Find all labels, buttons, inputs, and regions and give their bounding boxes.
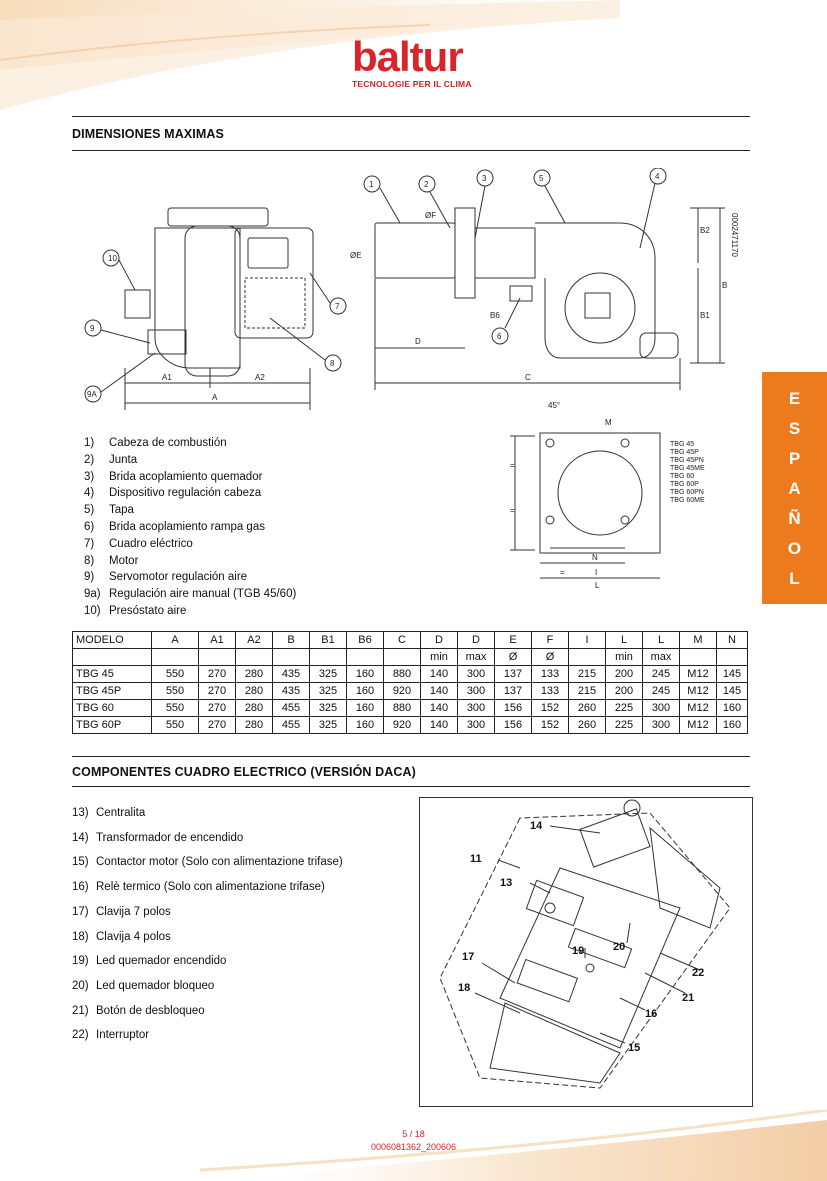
table-cell: 270 bbox=[199, 666, 236, 683]
callout-5: 5 bbox=[539, 174, 544, 183]
table-cell: 156 bbox=[495, 717, 532, 734]
table-cell: 215 bbox=[569, 683, 606, 700]
legend-item: 7) Cuadro eléctrico bbox=[84, 537, 193, 550]
table-header-cell: A1 bbox=[199, 632, 236, 649]
list-item: 14) Transformador de encendido bbox=[72, 831, 244, 844]
table-cell: 160 bbox=[717, 700, 748, 717]
legend-item: 2) Junta bbox=[84, 453, 138, 466]
table-cell: 435 bbox=[273, 666, 310, 683]
side-tab-letter: S bbox=[788, 418, 801, 438]
table-row bbox=[73, 717, 748, 734]
table-cell: 133 bbox=[532, 683, 569, 700]
table-cell: 300 bbox=[458, 666, 495, 683]
legend-item: 4) Dispositivo regulación cabeza bbox=[84, 487, 262, 500]
table-cell: 325 bbox=[310, 717, 347, 734]
table-subheader-row bbox=[73, 649, 748, 666]
table-cell: 920 bbox=[384, 717, 421, 734]
table-cell bbox=[384, 649, 421, 666]
list-item: 20) Led quemador bloqueo bbox=[72, 979, 215, 992]
table-cell: 325 bbox=[310, 666, 347, 683]
table-row bbox=[73, 683, 748, 700]
table-header-cell: MODELO bbox=[73, 632, 152, 649]
table-header-cell: A2 bbox=[236, 632, 273, 649]
table-cell: 200 bbox=[606, 666, 643, 683]
language-side-tab bbox=[762, 372, 827, 604]
callout-10: 10 bbox=[108, 254, 117, 263]
table-cell: 225 bbox=[606, 700, 643, 717]
components-top-rule bbox=[72, 756, 750, 757]
table-cell: 300 bbox=[643, 717, 680, 734]
table-row bbox=[73, 666, 748, 683]
table-cell: 880 bbox=[384, 666, 421, 683]
callout-9a: 9A bbox=[87, 390, 97, 399]
table-cell: max bbox=[458, 649, 495, 666]
table-cell: 435 bbox=[273, 683, 310, 700]
table-cell: 270 bbox=[199, 700, 236, 717]
model-list-item: TBG 45ME bbox=[670, 465, 705, 472]
elec-callout-17: 17 bbox=[462, 951, 475, 963]
legend-item: 10) Presóstato aire bbox=[84, 604, 187, 617]
dim-b: B bbox=[722, 281, 728, 290]
table-header-cell: C bbox=[384, 632, 421, 649]
side-tab-letter: O bbox=[787, 538, 802, 558]
table-cell: 280 bbox=[236, 666, 273, 683]
list-item: 13) Centralita bbox=[72, 807, 146, 819]
side-tab-letter: P bbox=[788, 448, 801, 468]
table-cell: 145 bbox=[717, 666, 748, 683]
table-header-cell: A bbox=[152, 632, 199, 649]
table-cell: 133 bbox=[532, 666, 569, 683]
legend-item: 5) Tapa bbox=[84, 504, 134, 517]
dim-eq-1: = bbox=[510, 461, 515, 470]
elec-callout-18: 18 bbox=[458, 982, 471, 994]
table-cell: 300 bbox=[458, 700, 495, 717]
table-cell: 140 bbox=[421, 683, 458, 700]
table-cell: 200 bbox=[606, 683, 643, 700]
table-cell: min bbox=[421, 649, 458, 666]
drawing-model-list bbox=[670, 441, 705, 504]
table-header-cell: E bbox=[495, 632, 532, 649]
components-heading-rule bbox=[72, 786, 750, 787]
table-cell: M12 bbox=[680, 717, 717, 734]
side-tab-letter: Ñ bbox=[788, 508, 801, 528]
table-header-cell: L bbox=[643, 632, 680, 649]
model-list-item: TBG 60PN bbox=[670, 489, 704, 496]
table-cell: 225 bbox=[606, 717, 643, 734]
drawing-code: 0002471170 bbox=[730, 213, 739, 257]
dim-m: M bbox=[605, 418, 612, 427]
table-cell: 140 bbox=[421, 700, 458, 717]
legend-item: 3) Brida acoplamiento quemador bbox=[84, 470, 263, 483]
table-cell bbox=[347, 649, 384, 666]
callout-4: 4 bbox=[655, 172, 660, 181]
callout-9: 9 bbox=[90, 324, 95, 333]
callout-8: 8 bbox=[330, 359, 335, 368]
table-cell: TBG 60 bbox=[73, 700, 152, 717]
table-cell: max bbox=[643, 649, 680, 666]
table-header-cell: D bbox=[458, 632, 495, 649]
elec-callout-20: 20 bbox=[613, 941, 626, 953]
document-code: 0006081362_200606 bbox=[370, 1142, 457, 1152]
dim-f: ØF bbox=[425, 211, 437, 220]
table-cell: TBG 45P bbox=[73, 683, 152, 700]
table-cell: 325 bbox=[310, 700, 347, 717]
table-cell: 140 bbox=[421, 666, 458, 683]
dim-b2: B2 bbox=[700, 226, 710, 235]
table-header-cell: I bbox=[569, 632, 606, 649]
electrical-panel-drawing bbox=[420, 798, 752, 1106]
dim-a2: A2 bbox=[255, 373, 265, 382]
table-cell: Ø bbox=[495, 649, 532, 666]
table-cell: 160 bbox=[347, 700, 384, 717]
table-cell: 300 bbox=[458, 683, 495, 700]
dimension-table bbox=[72, 631, 748, 734]
table-header-cell: D bbox=[421, 632, 458, 649]
dim-a: A bbox=[212, 393, 218, 402]
legend-item: 6) Brida acoplamiento rampa gas bbox=[84, 520, 265, 533]
table-header-row bbox=[73, 632, 748, 649]
model-list-item: TBG 60 bbox=[670, 473, 695, 480]
dim-a1: A1 bbox=[162, 373, 172, 382]
elec-callout-22: 22 bbox=[692, 967, 705, 979]
table-cell: 300 bbox=[643, 700, 680, 717]
table-cell: 160 bbox=[717, 717, 748, 734]
table-cell: 160 bbox=[347, 717, 384, 734]
table-cell: 455 bbox=[273, 700, 310, 717]
elec-callout-13: 13 bbox=[500, 877, 513, 889]
table-cell: 550 bbox=[152, 666, 199, 683]
list-item: 15) Contactor motor (Solo con alimentazione trifase) bbox=[72, 856, 343, 869]
callout-3: 3 bbox=[482, 174, 487, 183]
side-tab-letter: A bbox=[788, 478, 801, 498]
legend-item: 8) Motor bbox=[84, 554, 139, 567]
table-cell: 270 bbox=[199, 683, 236, 700]
list-item: 16) Relè termico (Solo con alimentazione trifase) bbox=[72, 881, 325, 894]
table-cell: 160 bbox=[347, 666, 384, 683]
table-header-cell: L bbox=[606, 632, 643, 649]
header-swoosh-decoration bbox=[0, 0, 620, 130]
dim-b1: B1 bbox=[700, 311, 710, 320]
table-header-cell: B bbox=[273, 632, 310, 649]
table-cell bbox=[273, 649, 310, 666]
table-header-cell: F bbox=[532, 632, 569, 649]
callout-2: 2 bbox=[424, 180, 429, 189]
table-cell bbox=[310, 649, 347, 666]
callout-6: 6 bbox=[497, 332, 502, 341]
table-cell: 550 bbox=[152, 700, 199, 717]
top-rule bbox=[72, 116, 750, 117]
table-cell: M12 bbox=[680, 683, 717, 700]
table-cell bbox=[73, 649, 152, 666]
table-cell: 137 bbox=[495, 683, 532, 700]
elec-callout-19: 19 bbox=[572, 945, 585, 957]
table-cell: 455 bbox=[273, 717, 310, 734]
table-cell: 325 bbox=[310, 683, 347, 700]
model-list-item: TBG 45PN bbox=[670, 457, 704, 464]
table-cell: 260 bbox=[569, 700, 606, 717]
table-cell bbox=[569, 649, 606, 666]
electrical-panel-figure bbox=[419, 797, 753, 1107]
brand-tagline: TECNOLOGIE PER IL CLIMA bbox=[352, 79, 472, 89]
list-item: 17) Clavija 7 polos bbox=[72, 905, 171, 918]
table-row bbox=[73, 700, 748, 717]
model-list-item: TBG 45 bbox=[670, 441, 695, 448]
table-cell: 280 bbox=[236, 717, 273, 734]
table-cell: 280 bbox=[236, 700, 273, 717]
dim-eq-3: = bbox=[560, 568, 565, 577]
table-header-cell: B1 bbox=[310, 632, 347, 649]
legend-item: 9) Servomotor regulación aire bbox=[84, 571, 248, 584]
table-cell: 137 bbox=[495, 666, 532, 683]
dim-l: L bbox=[595, 581, 600, 590]
table-cell bbox=[199, 649, 236, 666]
list-item: 21) Botón de desbloqueo bbox=[72, 1004, 205, 1017]
dimensions-heading: DIMENSIONES MAXIMAS bbox=[72, 127, 224, 141]
brand-logo: baltur bbox=[352, 33, 463, 80]
table-cell: 140 bbox=[421, 717, 458, 734]
table-cell: M12 bbox=[680, 666, 717, 683]
dim-c: C bbox=[525, 373, 531, 382]
list-item: 22) Interruptor bbox=[72, 1029, 150, 1042]
callout-1: 1 bbox=[369, 180, 374, 189]
table-cell: 300 bbox=[458, 717, 495, 734]
callout-7: 7 bbox=[335, 302, 340, 311]
table-header-cell: B6 bbox=[347, 632, 384, 649]
table-cell: 920 bbox=[384, 683, 421, 700]
components-heading: COMPONENTES CUADRO ELECTRICO (VERSIÓN DACA) bbox=[72, 765, 416, 779]
elec-callout-21: 21 bbox=[682, 992, 695, 1004]
parts-legend bbox=[84, 435, 296, 620]
legend-item: 1) Cabeza de combustión bbox=[84, 437, 227, 449]
components-list bbox=[72, 801, 343, 1048]
table-cell: TBG 60P bbox=[73, 717, 152, 734]
table-header-cell: N bbox=[717, 632, 748, 649]
table-cell: 245 bbox=[643, 683, 680, 700]
dim-angle: 45° bbox=[548, 401, 561, 410]
list-item: 19) Led quemador encendido bbox=[72, 955, 227, 968]
dim-b6: B6 bbox=[490, 311, 500, 320]
table-cell: 280 bbox=[236, 683, 273, 700]
table-cell: 156 bbox=[495, 700, 532, 717]
table-cell bbox=[152, 649, 199, 666]
table-cell: M12 bbox=[680, 700, 717, 717]
table-cell: 880 bbox=[384, 700, 421, 717]
dim-e: ØE bbox=[350, 251, 362, 260]
table-cell bbox=[236, 649, 273, 666]
model-list-item: TBG 45P bbox=[670, 449, 699, 456]
elec-callout-14: 14 bbox=[530, 820, 543, 832]
elec-callout-15: 15 bbox=[628, 1042, 641, 1054]
table-cell: 215 bbox=[569, 666, 606, 683]
table-cell: min bbox=[606, 649, 643, 666]
list-item: 18) Clavija 4 polos bbox=[72, 930, 171, 943]
table-cell: 550 bbox=[152, 717, 199, 734]
legend-item: 9a) Regulación aire manual (TGB 45/60) bbox=[84, 588, 297, 601]
table-cell: 160 bbox=[347, 683, 384, 700]
table-cell bbox=[717, 649, 748, 666]
table-cell: 260 bbox=[569, 717, 606, 734]
table-cell: 145 bbox=[717, 683, 748, 700]
elec-callout-11: 11 bbox=[470, 853, 482, 865]
dim-d: D bbox=[415, 337, 421, 346]
table-header-cell: M bbox=[680, 632, 717, 649]
table-cell: 152 bbox=[532, 700, 569, 717]
dim-i: I bbox=[595, 568, 598, 577]
table-cell: 152 bbox=[532, 717, 569, 734]
side-tab-letter: L bbox=[789, 568, 800, 588]
heading-rule bbox=[72, 150, 750, 151]
table-cell: TBG 45 bbox=[73, 666, 152, 683]
table-cell: Ø bbox=[532, 649, 569, 666]
table-cell: 245 bbox=[643, 666, 680, 683]
table-cell bbox=[680, 649, 717, 666]
dim-n: N bbox=[592, 553, 598, 562]
dim-eq-2: = bbox=[510, 506, 515, 515]
side-tab-letter: E bbox=[788, 388, 801, 408]
table-cell: 270 bbox=[199, 717, 236, 734]
page-number: 5 / 18 bbox=[402, 1129, 425, 1139]
elec-callout-16: 16 bbox=[645, 1008, 658, 1020]
model-list-item: TBG 60P bbox=[670, 481, 699, 488]
table-cell: 550 bbox=[152, 683, 199, 700]
model-list-item: TBG 60ME bbox=[670, 497, 705, 504]
